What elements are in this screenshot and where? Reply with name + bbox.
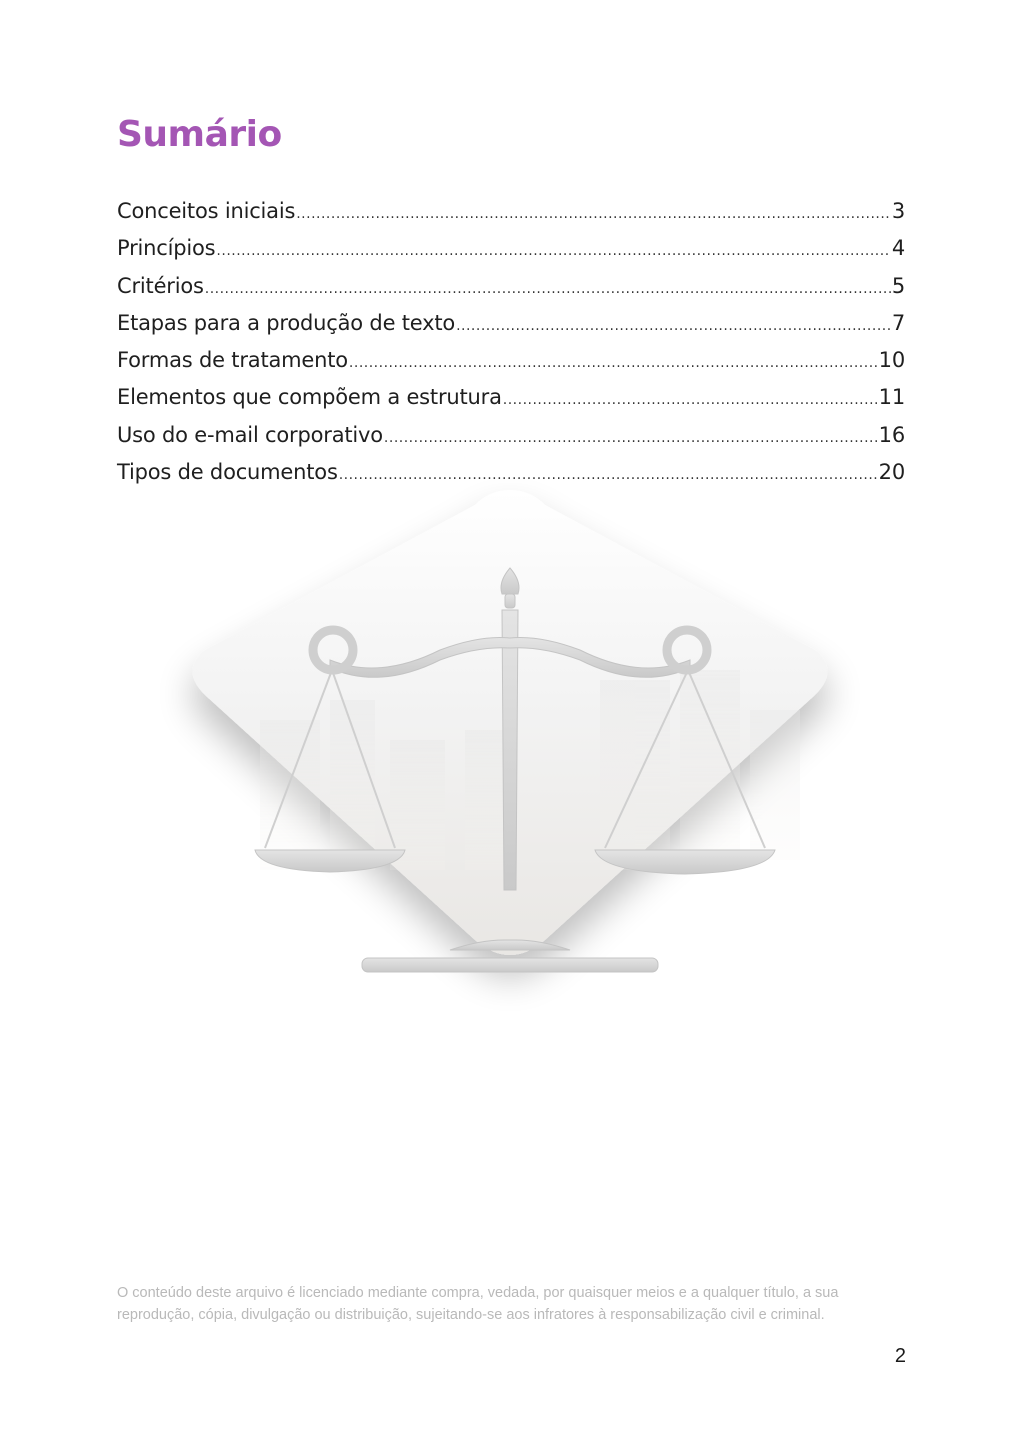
toc-dot-leader — [205, 281, 891, 297]
toc-entry[interactable] — [117, 385, 905, 422]
toc-dot-leader — [296, 206, 891, 222]
toc-entry-label: Etapas para a produção de texto — [117, 310, 456, 335]
toc-entry-label: Elementos que compõem a estrutura — [117, 385, 502, 410]
toc-entry-page: 10 — [878, 348, 905, 373]
scales-of-justice-icon — [150, 470, 870, 1070]
toc-dot-leader — [216, 243, 890, 259]
table-of-contents — [117, 199, 905, 497]
license-disclaimer: O conteúdo deste arquivo é licenciado mediante compra, vedada, por quaisquer meios e a qualquer título, a sua reprodução, cópia, divulgação ou distribuição, sujeitando-se aos infratores à responsabilização civil e criminal. — [117, 1285, 839, 1323]
toc-dot-leader — [456, 318, 891, 334]
toc-entry-label: Conceitos iniciais — [117, 199, 296, 223]
toc-entry[interactable] — [117, 274, 905, 311]
toc-entry-page: 5 — [891, 273, 905, 298]
toc-entry-page: 11 — [878, 385, 905, 410]
toc-entry[interactable] — [117, 348, 905, 385]
toc-dot-leader — [384, 430, 878, 446]
toc-dot-leader — [503, 392, 878, 408]
toc-entry[interactable] — [117, 199, 905, 236]
toc-entry-page: 7 — [891, 310, 905, 335]
page-title: Sumário — [117, 114, 282, 155]
toc-entry-page: 16 — [878, 422, 905, 447]
toc-entry[interactable] — [117, 311, 905, 348]
toc-entry[interactable] — [117, 423, 905, 460]
toc-entry-label: Formas de tratamento — [117, 348, 348, 373]
toc-entry-label: Critérios — [117, 273, 204, 298]
toc-entry-page: 3 — [891, 199, 905, 223]
page-number: 2 — [894, 1345, 906, 1367]
toc-entry-label: Tipos de documentos — [117, 460, 338, 485]
toc-entry[interactable] — [117, 236, 905, 273]
toc-dot-leader — [349, 355, 878, 371]
toc-entry-page: 20 — [878, 460, 905, 485]
toc-entry-label: Uso do e-mail corporativo — [117, 422, 383, 447]
toc-entry-page: 4 — [891, 236, 905, 261]
toc-entry-label: Princípios — [117, 236, 216, 261]
